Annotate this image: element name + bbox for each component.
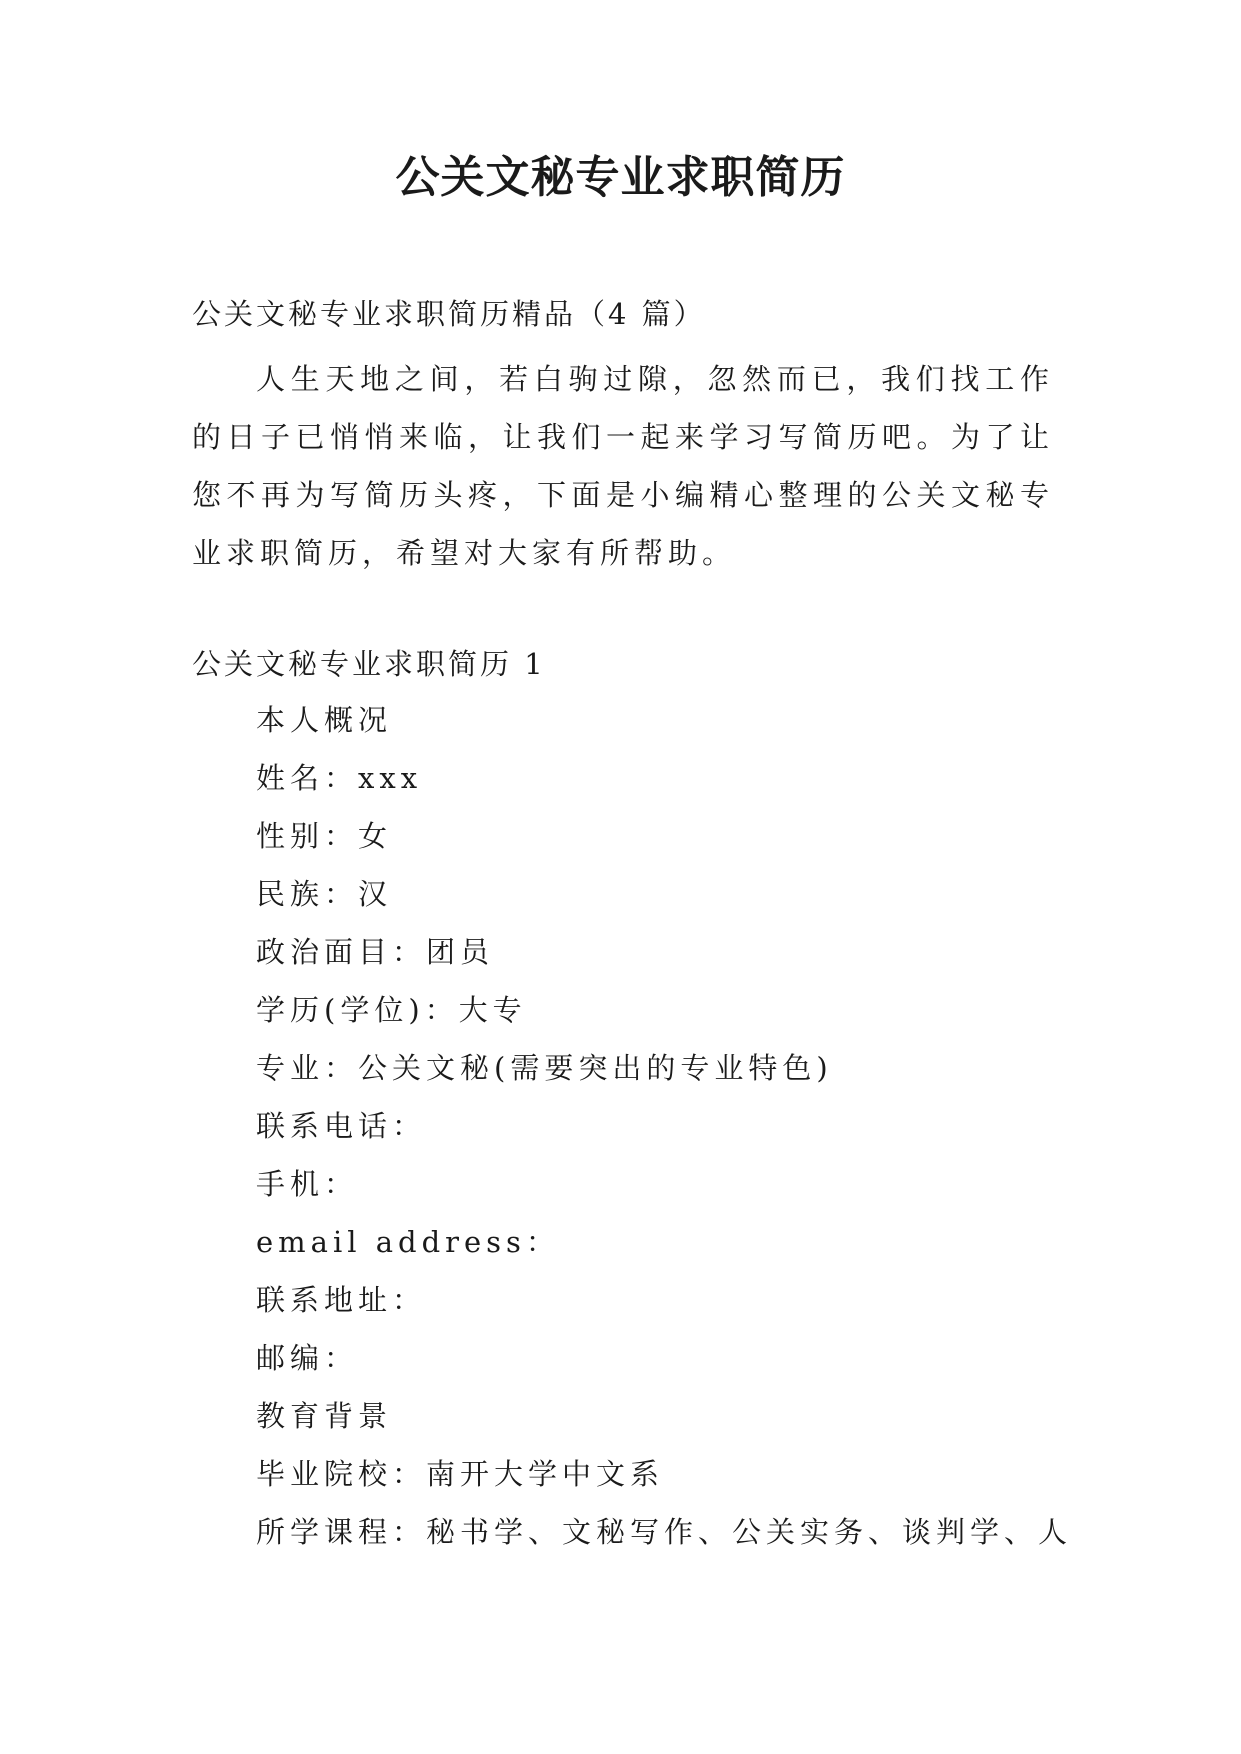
resume-line-gender: 性别：女 bbox=[256, 819, 393, 853]
resume-line-phone: 联系电话： bbox=[256, 1109, 427, 1143]
resume-line-political-status: 政治面目：团员 bbox=[256, 935, 495, 969]
resume-lines bbox=[256, 700, 1072, 1570]
resume-line-courses: 所学课程：秘书学、文秘写作、公关实务、谈判学、人 bbox=[256, 1515, 1073, 1549]
resume-line-email: email address： bbox=[256, 1225, 560, 1259]
resume-line-mobile: 手机： bbox=[256, 1167, 359, 1201]
resume-line-address: 联系地址： bbox=[256, 1283, 427, 1317]
resume-line-major: 专业：公关文秘(需要突出的专业特色) bbox=[256, 1051, 833, 1085]
resume-line-postcode: 邮编： bbox=[256, 1341, 359, 1375]
resume-line-education-degree: 学历(学位)：大专 bbox=[256, 993, 527, 1027]
resume-line-education-background: 教育背景 bbox=[256, 1399, 393, 1433]
document-title: 公关文秘专业求职简历 bbox=[395, 152, 846, 203]
resume-line-ethnicity: 民族：汉 bbox=[256, 877, 393, 911]
intro-paragraph: 人生天地之间，若白驹过隙，忽然而已，我们找工作的日子已悄悄来临，让我们一起来学习写简历吧。为了让您不再为写简历头疼，下面是小编精心整理的公关文秘专业求职简历，希望对大家有所帮助。 bbox=[192, 362, 1054, 570]
section-heading: 公关文秘专业求职简历 1 bbox=[192, 647, 546, 681]
document-subtitle: 公关文秘专业求职简历精品（4 篇） bbox=[192, 297, 706, 331]
resume-line-school: 毕业院校：南开大学中文系 bbox=[256, 1457, 665, 1491]
resume-line-overview: 本人概况 bbox=[256, 703, 393, 737]
resume-line-name: 姓名：xxx bbox=[256, 761, 423, 795]
